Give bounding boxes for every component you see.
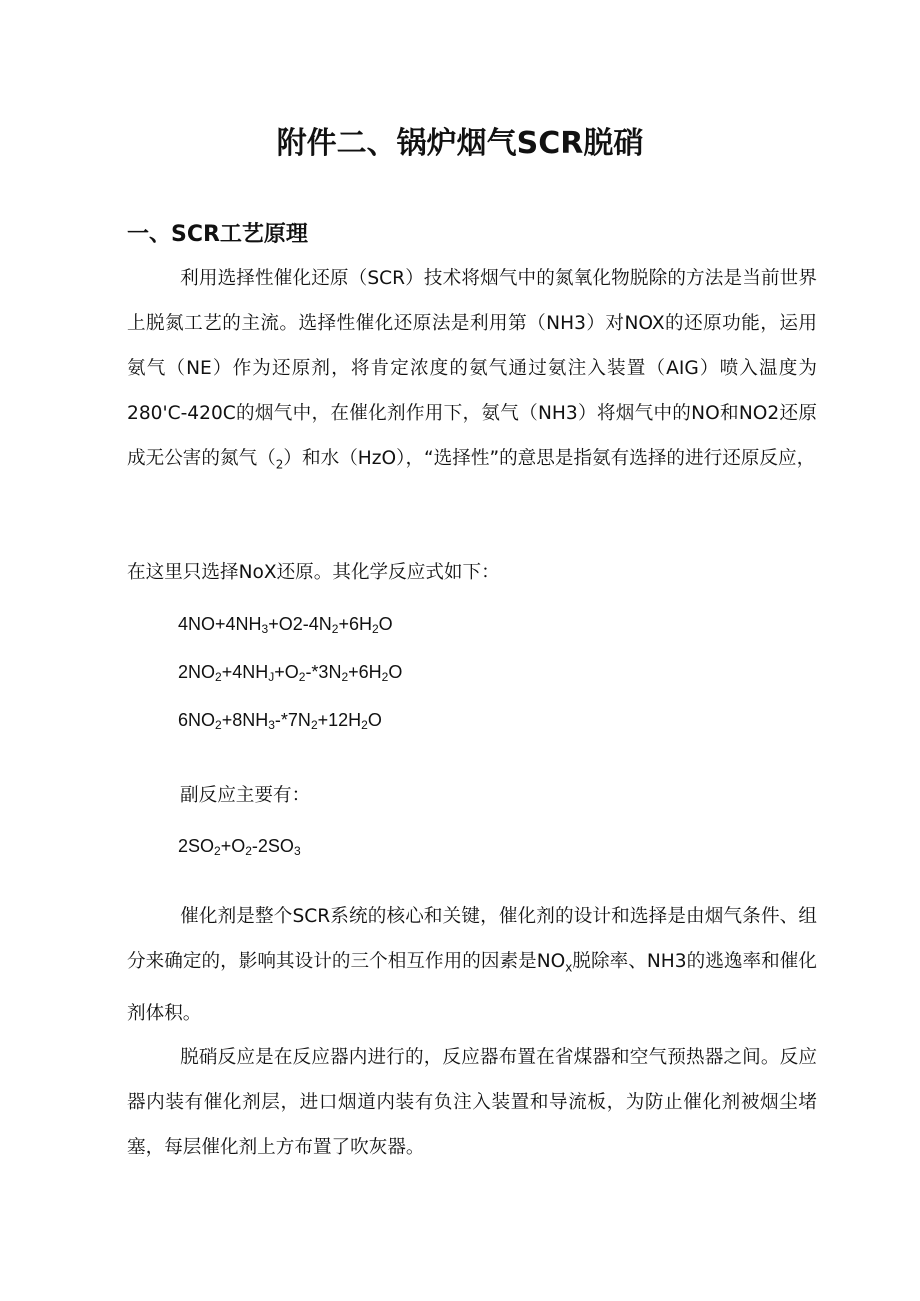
paragraph-text-cont: 脱除率、NH3的逃逸率和催化剂体积。 (127, 951, 817, 1024)
paragraph-catalyst (127, 894, 817, 1036)
paragraph-text: 利用选择性催化还原（SCR）技术将烟气中的氮氧化物脱除的方法是当前世界上脱氮工艺的主流。选择性催化还原法是利用第（NH3）对NOX的还原功能，运用氨气（NE）作为还原剂，将肯定浓度的氨气通过氨注入装置（AIG）喷入温度为280'C-420C的烟气中，在催化剂作用下，氨气（NH3）将烟气中的NO和NO2还原成无公害的氮气（ (127, 268, 817, 469)
equation-1: $4NO+4NH_3+O2-4N_2+6H_2O$ (178, 614, 393, 636)
paragraph-text-cont: ）和水（HzO），“选择性”的意思是指氨有选择的进行还原反应， (283, 448, 816, 469)
equation-2: $2NO_2+4NH_J+O_2-*3N_2+6H_2O$ (178, 662, 403, 684)
equation-3: $6NO_2+8NH_3-*7N_2+12H_2O$ (178, 710, 382, 732)
side-reaction-label: 副反应主要有： (180, 785, 311, 806)
nox-subscript: x (565, 960, 573, 975)
paragraph-text: 脱硝反应是在反应器内进行的，反应器布置在省煤器和空气预热器之间。反应器内装有催化剂层，进口烟道内装有负注入装置和导流板，为防止催化剂被烟尘堵塞，每层催化剂上方布置了吹灰器。 (127, 1047, 817, 1158)
paragraph-reactor (127, 1035, 817, 1170)
document-title: 附件二、锅炉烟气SCR脱硝 (276, 126, 644, 161)
side-equation: $2SO_2+O_2-2SO_3$ (178, 836, 301, 858)
reaction-intro-line: 在这里只选择NoX还原。其化学反应式如下： (127, 562, 500, 583)
section-heading: 一、SCR工艺原理 (127, 222, 308, 247)
n2-subscript: 2 (275, 457, 284, 472)
paragraph-text: 催化剂是整个SCR系统的核心和关键，催化剂的设计和选择是由烟气条件、组分来确定的，影响其设计的三个相互作用的因素是NO (127, 906, 817, 972)
paragraph-scr-principle (127, 256, 817, 488)
